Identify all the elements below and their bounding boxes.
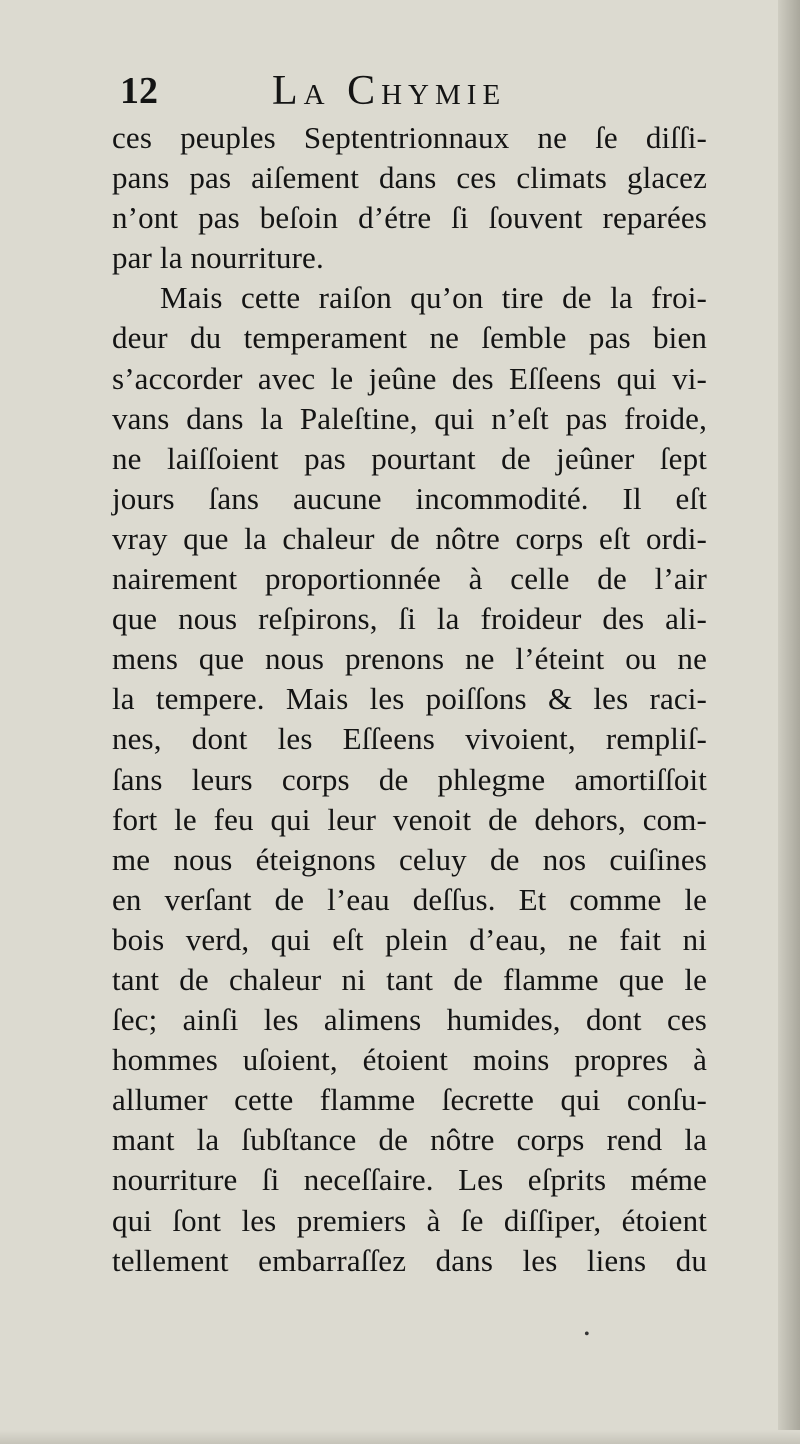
text-line: allumer cette flamme ſecrette qui conſu- [112,1082,707,1118]
text-line: nourriture ſi neceſſaire. Les eſprits méme [112,1162,707,1198]
paragraph-start-line: Mais cette raiſon qu’on tire de la froi- [160,280,707,316]
text-line: jours ſans aucune incommodité. Il eſt [112,480,707,516]
text-line: en verſant de l’eau deſſus. Et comme le [112,881,707,917]
text-line: vans dans la Paleſtine, qui n’eſt pas froide, [112,400,707,436]
text-line: mens que nous prenons ne l’éteint ou ne [112,641,707,677]
page-spine-shadow [778,0,800,1444]
text-line: vray que la chaleur de nôtre corps eſt ordi- [112,520,707,556]
text-line: pans pas aiſement dans ces climats glacez [112,160,707,196]
text-line: ces peuples Septentrionnaux ne ſe diſſi- [112,120,707,155]
text-line: tant de chaleur ni tant de flamme que le [112,961,707,997]
text-line: que nous reſpirons, ſi la froideur des ali- [112,601,707,637]
text-line: ſans leurs corps de phlegme amortiſſoit [112,761,707,797]
text-line: me nous éteignons celuy de nos cuiſines [112,841,707,877]
text-line: mant la ſubſtance de nôtre corps rend la [112,1122,707,1158]
printer-signature-mark: • [584,1326,590,1343]
page-number: 12 [120,70,158,112]
text-line: s’accorder avec le jeûne des Eſſeens qui vi- [112,360,707,396]
body-text [112,118,707,1281]
text-line: qui ſont les premiers à ſe diſſiper, étoient [112,1202,707,1238]
text-line: deur du temperament ne ſemble pas bien [112,320,707,356]
text-line: fort le feu qui leur venoit de dehors, com- [112,801,707,837]
text-line: par la nourriture. [112,240,324,276]
text-line: nairement proportionnée à celle de l’air [112,561,707,597]
text-line: nes, dont les Eſſeens vivoient, rempliſ- [112,721,707,757]
text-line: n’ont pas beſoin d’étre ſi ſouvent reparées [112,200,707,236]
running-title: La Chymie [272,68,507,114]
text-line: ſec; ainſi les alimens humides, dont ces [112,1002,707,1038]
text-line: la tempere. Mais les poiſſons & les raci- [112,681,707,717]
page-bottom-edge [0,1430,800,1444]
text-line: hommes uſoient, étoient moins propres à [112,1042,707,1078]
text-line: ne laiſſoient pas pourtant de jeûner ſept [112,440,707,476]
running-header [112,62,712,120]
text-line: bois verd, qui eſt plein d’eau, ne fait ni [112,921,707,957]
text-line: tellement embarraſſez dans les liens du [112,1242,707,1278]
